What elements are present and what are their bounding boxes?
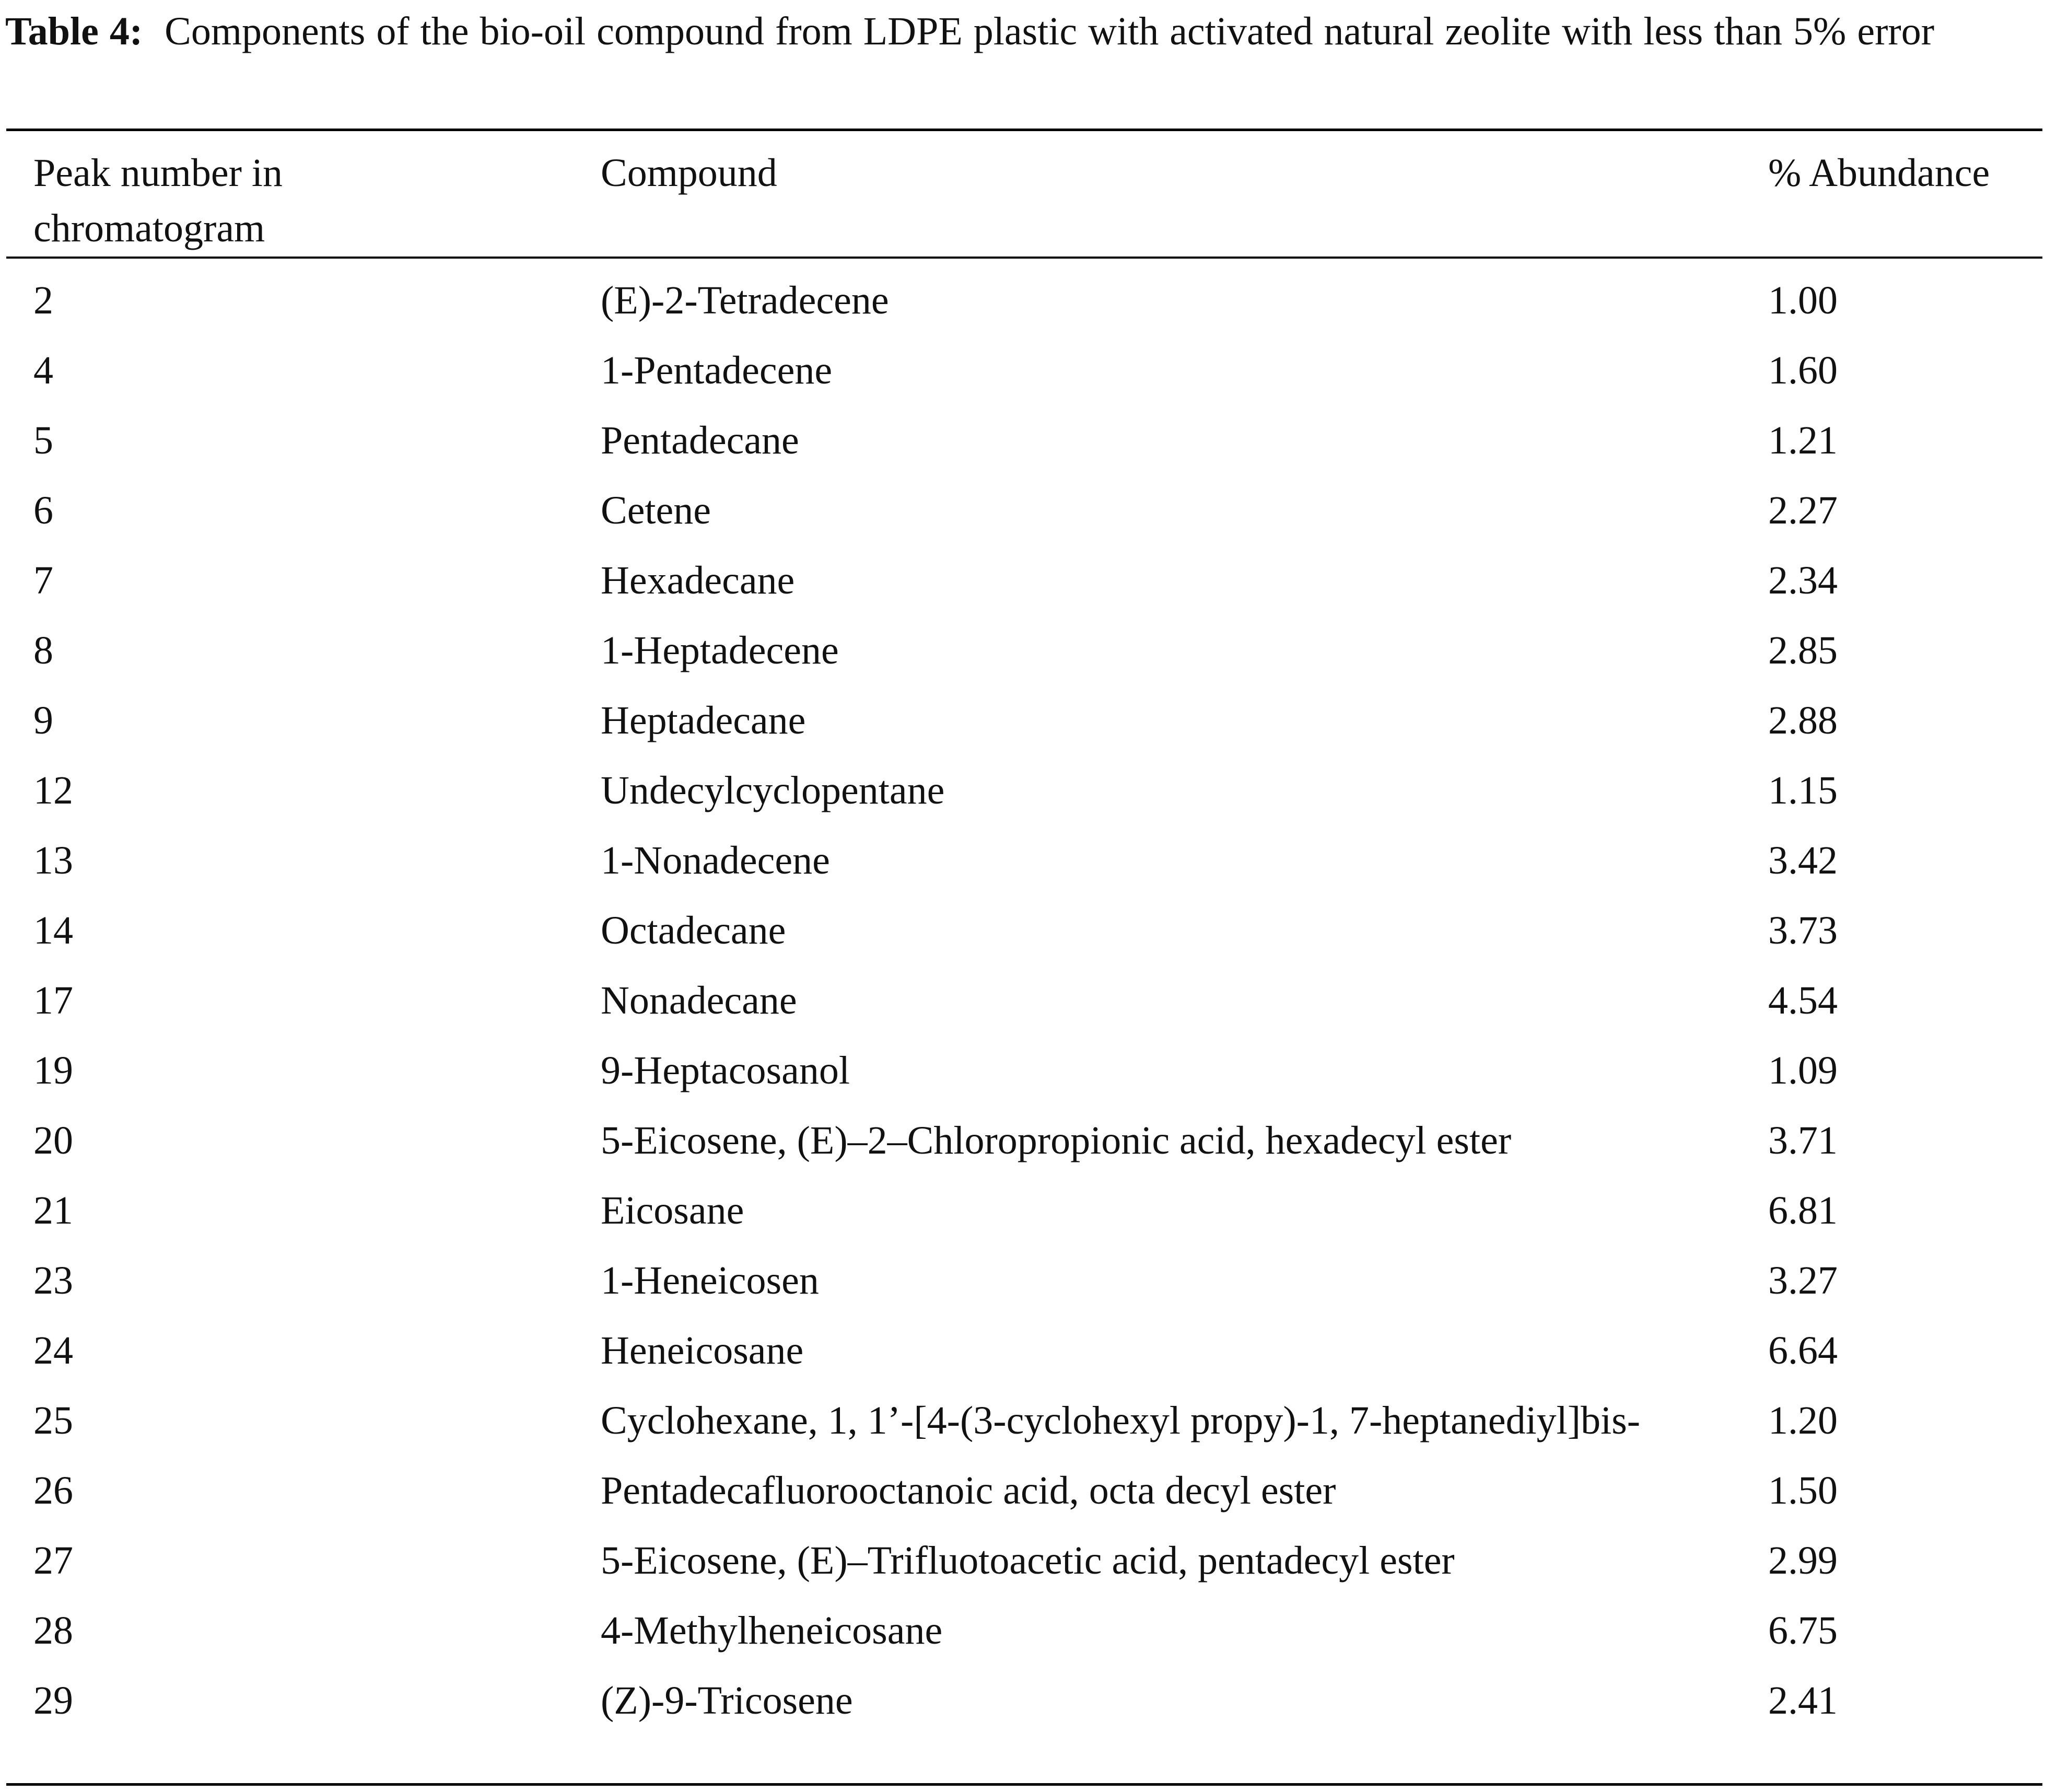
cell-compound: Heptadecane bbox=[601, 699, 806, 742]
cell-peak-number: 13 bbox=[33, 839, 73, 882]
cell-compound: Cyclohexane, 1, 1’-[4-(3-cyclohexyl propy)-1, 7-heptanediyl]bis- bbox=[601, 1399, 1641, 1442]
cell-compound: Eicosane bbox=[601, 1189, 744, 1232]
cell-compound: 1-Nonadecene bbox=[601, 839, 830, 882]
cell-abundance: 6.81 bbox=[1768, 1189, 1838, 1232]
table-row bbox=[0, 623, 2045, 693]
cell-peak-number: 5 bbox=[33, 418, 53, 462]
cell-abundance: 2.27 bbox=[1768, 488, 1838, 532]
cell-peak-number: 19 bbox=[33, 1049, 73, 1092]
cell-peak-number: 24 bbox=[33, 1329, 73, 1372]
cell-abundance: 1.00 bbox=[1768, 278, 1838, 322]
cell-peak-number: 2 bbox=[33, 278, 53, 322]
table-row bbox=[0, 1183, 2045, 1253]
cell-compound: 5-Eicosene, (E)–2–Chloropropionic acid, hexadecyl ester bbox=[601, 1119, 1512, 1162]
table-row bbox=[0, 1603, 2045, 1673]
table-body bbox=[0, 273, 2045, 1743]
cell-abundance: 2.88 bbox=[1768, 699, 1838, 742]
cell-compound: (E)-2-Tetradecene bbox=[601, 278, 889, 322]
table-row bbox=[0, 1253, 2045, 1323]
cell-abundance: 1.09 bbox=[1768, 1049, 1838, 1092]
cell-abundance: 6.64 bbox=[1768, 1329, 1838, 1372]
cell-peak-number: 23 bbox=[33, 1259, 73, 1302]
table-row bbox=[0, 1533, 2045, 1603]
cell-abundance: 4.54 bbox=[1768, 979, 1838, 1022]
table-label: Table 4: bbox=[5, 9, 143, 53]
table-row bbox=[0, 413, 2045, 483]
cell-abundance: 3.71 bbox=[1768, 1119, 1838, 1162]
cell-abundance: 2.34 bbox=[1768, 558, 1838, 602]
cell-compound: Pentadecane bbox=[601, 418, 799, 462]
cell-peak-number: 8 bbox=[33, 629, 53, 672]
table-row bbox=[0, 483, 2045, 553]
table-bottom-rule bbox=[6, 1783, 2042, 1786]
cell-abundance: 1.50 bbox=[1768, 1469, 1838, 1512]
cell-peak-number: 26 bbox=[33, 1469, 73, 1512]
table-row bbox=[0, 1113, 2045, 1183]
cell-compound: Hexadecane bbox=[601, 558, 795, 602]
cell-abundance: 2.41 bbox=[1768, 1679, 1838, 1723]
table-row bbox=[0, 343, 2045, 413]
cell-abundance: 3.27 bbox=[1768, 1259, 1838, 1302]
cell-peak-number: 7 bbox=[33, 558, 53, 602]
table-row bbox=[0, 693, 2045, 763]
table-row bbox=[0, 833, 2045, 903]
cell-abundance: 1.21 bbox=[1768, 418, 1838, 462]
table-row bbox=[0, 1043, 2045, 1113]
table-row bbox=[0, 903, 2045, 973]
cell-compound: Undecylcyclopentane bbox=[601, 769, 945, 812]
cell-compound: 5-Eicosene, (E)–Trifluotoacetic acid, pentadecyl ester bbox=[601, 1539, 1455, 1582]
table-header-rule bbox=[6, 257, 2042, 259]
cell-peak-number: 9 bbox=[33, 699, 53, 742]
cell-compound: 1-Heneicosen bbox=[601, 1259, 819, 1302]
cell-compound: 9-Heptacosanol bbox=[601, 1049, 850, 1092]
cell-compound: Heneicosane bbox=[601, 1329, 804, 1372]
cell-compound: Nonadecane bbox=[601, 979, 797, 1022]
cell-abundance: 2.99 bbox=[1768, 1539, 1838, 1582]
cell-peak-number: 21 bbox=[33, 1189, 73, 1232]
table-caption-text: Components of the bio-oil compound from LDPE plastic with activated natural zeolite with less than 5% error bbox=[165, 9, 1935, 53]
cell-peak-number: 29 bbox=[33, 1679, 73, 1723]
cell-peak-number: 14 bbox=[33, 909, 73, 952]
cell-compound: Octadecane bbox=[601, 909, 786, 952]
table-row bbox=[0, 1673, 2045, 1743]
table-row bbox=[0, 763, 2045, 833]
cell-compound: 1-Heptadecene bbox=[601, 629, 839, 672]
column-header-compound: Compound bbox=[601, 151, 777, 195]
cell-abundance: 1.15 bbox=[1768, 769, 1838, 812]
cell-peak-number: 20 bbox=[33, 1119, 73, 1162]
cell-peak-number: 28 bbox=[33, 1609, 73, 1653]
table-caption bbox=[5, 5, 2040, 57]
table-row bbox=[0, 1393, 2045, 1463]
cell-peak-number: 25 bbox=[33, 1399, 73, 1442]
cell-peak-number: 6 bbox=[33, 488, 53, 532]
cell-compound: Cetene bbox=[601, 488, 711, 532]
table-row bbox=[0, 1463, 2045, 1533]
table-row bbox=[0, 973, 2045, 1043]
table-row bbox=[0, 273, 2045, 343]
cell-abundance: 3.42 bbox=[1768, 839, 1838, 882]
table-top-rule bbox=[6, 129, 2042, 131]
cell-abundance: 2.85 bbox=[1768, 629, 1838, 672]
cell-peak-number: 27 bbox=[33, 1539, 73, 1582]
cell-abundance: 1.20 bbox=[1768, 1399, 1838, 1442]
column-header-peak-number: Peak number in chromatogram bbox=[33, 151, 283, 250]
cell-compound: 4-Methylheneicosane bbox=[601, 1609, 943, 1653]
cell-abundance: 1.60 bbox=[1768, 348, 1838, 392]
table-header-row bbox=[0, 141, 2045, 256]
cell-abundance: 6.75 bbox=[1768, 1609, 1838, 1653]
cell-compound: 1-Pentadecene bbox=[601, 348, 833, 392]
table-row bbox=[0, 1323, 2045, 1393]
cell-abundance: 3.73 bbox=[1768, 909, 1838, 952]
cell-peak-number: 4 bbox=[33, 348, 53, 392]
cell-compound: Pentadecafluorooctanoic acid, octa decyl ester bbox=[601, 1469, 1336, 1512]
column-header-abundance: % Abundance bbox=[1768, 151, 1990, 195]
cell-peak-number: 12 bbox=[33, 769, 73, 812]
table-row bbox=[0, 553, 2045, 623]
cell-compound: (Z)-9-Tricosene bbox=[601, 1679, 853, 1723]
cell-peak-number: 17 bbox=[33, 979, 73, 1022]
